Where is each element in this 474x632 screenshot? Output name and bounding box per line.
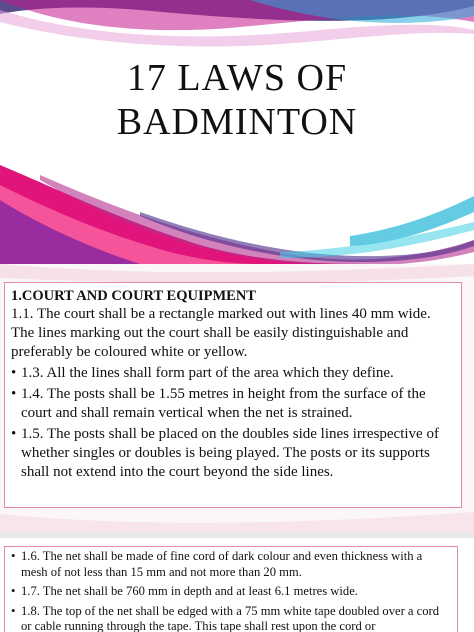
net-rules-list <box>11 549 451 632</box>
rule-item-1-3: • 1.3. All the lines shall form part of the area which they define. <box>11 364 455 383</box>
section-heading: 1.COURT AND COURT EQUIPMENT <box>11 288 256 304</box>
page-title <box>20 56 454 144</box>
rule-item-1-5: • 1.5. The posts shall be placed on the doubles side lines irrespective of whether singles or doubles is being played. The posts or its supports shall not extend into the court beyond the side lines. <box>11 425 455 482</box>
content-slide <box>0 264 474 532</box>
rule-item-1-6: • 1.6. The net shall be made of fine cord of dark colour and even thickness with a mesh of not less than 15 mm and not more than 20 mm. <box>11 549 451 580</box>
title-line-1: 17 LAWS OF <box>126 57 348 99</box>
rules-list <box>11 364 455 482</box>
rule-item-1-8: • 1.8. The top of the net shall be edged with a 75 mm white tape doubled over a cord or cable running through the tape. This tape shall rest upon the cord or <box>11 604 451 632</box>
title-line-2: BADMINTON <box>116 101 358 143</box>
paragraph-1-1: 1.1. The court shall be a rectangle marked out with lines 40 mm wide. The lines marking out the court shall be easily distinguishable and preferably be coloured white or yellow. <box>11 306 431 360</box>
law-1-text-box <box>4 282 462 508</box>
rule-item-1-4: • 1.4. The posts shall be 1.55 metres in height from the surface of the court and shall remain vertical when the net is strained. <box>11 385 455 423</box>
content-slide-2 <box>0 538 474 632</box>
rule-item-1-7: • 1.7. The net shall be 760 mm in depth and at least 6.1 metres wide. <box>11 584 451 600</box>
title-slide <box>0 0 474 264</box>
net-rules-text-box <box>4 546 458 632</box>
